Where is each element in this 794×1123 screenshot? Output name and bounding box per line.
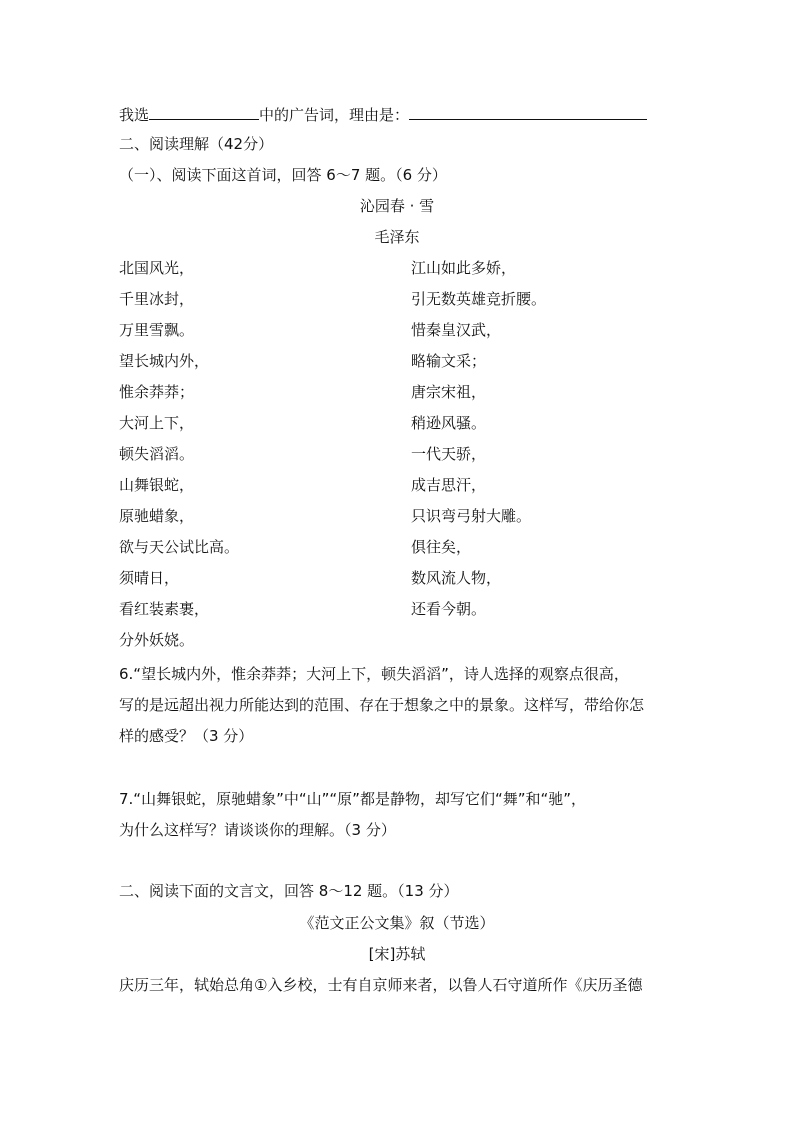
prose-title: 《范文正公文集》叙（节选） — [299, 914, 495, 932]
poem-left-line: 看红装素裹， — [119, 600, 210, 618]
fill-in-line — [119, 103, 647, 125]
poem-left-line: 千里冰封， — [119, 290, 195, 308]
poem-right-line: 一代天骄， — [411, 445, 487, 463]
poem-right-line: 俱往矣， — [411, 538, 472, 556]
question-6-line: 6.“望长城内外，惟余莽莽；大河上下，顿失滔滔”，诗人选择的观察点很高， — [119, 665, 629, 683]
poem-right-line: 江山如此多娇， — [411, 259, 517, 277]
poem-left-line: 分外妖娆。 — [119, 631, 195, 649]
question-7-line: 7.“山舞银蛇，原驰蜡象”中“山”“原”都是静物，却写它们“舞”和“驰”， — [119, 790, 587, 808]
poem-left-line: 欲与天公试比高。 — [119, 538, 240, 556]
poem-left-line: 惟余莽莽； — [119, 383, 195, 401]
poem-right-line: 唐宗宋祖， — [411, 383, 487, 401]
answer-blank-1[interactable] — [149, 103, 259, 120]
answer-blank-2[interactable] — [409, 103, 647, 120]
question-6-line: 写的是远超出视力所能达到的范围、存在于想象之中的景象。这样写，带给你怎 — [119, 696, 645, 714]
poem-right-line: 还看今朝。 — [411, 600, 487, 618]
poem-left-line: 望长城内外， — [119, 352, 210, 370]
question-6-line: 样的感受？（3 分） — [119, 727, 254, 745]
poem-left-line: 原驰蜡象， — [119, 507, 195, 525]
poem-right-line: 数风流人物， — [411, 569, 502, 587]
poem-right-line: 只识弯弓射大雕。 — [411, 507, 532, 525]
poem-right-line: 成吉思汗， — [411, 476, 487, 494]
poem-left-line: 北国风光， — [119, 259, 195, 277]
poem-right-line: 惜秦皇汉武， — [411, 321, 502, 339]
prose-text-line: 庆历三年，轼始总角①入乡校，士有自京师来者，以鲁人石守道所作《庆历圣德 — [119, 976, 643, 994]
fill-in-prefix: 我选 — [119, 106, 150, 124]
poem-left-line: 顿失滔滔。 — [119, 445, 195, 463]
fill-in-middle: 中的广告词，理由是： — [259, 106, 410, 124]
poem-author: 毛泽东 — [374, 228, 420, 246]
poem-right-line: 稍逊风骚。 — [411, 414, 487, 432]
part-two-title: 二、阅读下面的文言文，回答 8～12 题。（13 分） — [119, 882, 459, 900]
question-7-line: 为什么这样写？请谈谈你的理解。（3 分） — [119, 821, 396, 839]
poem-left-line: 大河上下， — [119, 414, 195, 432]
poem-left-line: 须晴日， — [119, 569, 180, 587]
section-title: 二、阅读理解（42分） — [119, 135, 274, 153]
poem-title: 沁园春 · 雪 — [359, 197, 435, 215]
poem-right-line: 略输文采； — [411, 352, 487, 370]
poem-left-line: 山舞银蛇， — [119, 476, 195, 494]
prose-author: [宋]苏轼 — [368, 945, 426, 963]
part-one-title: （一）、阅读下面这首词，回答 6～7 题。（6 分） — [119, 166, 447, 184]
poem-left-line: 万里雪飘。 — [119, 321, 195, 339]
poem-right-line: 引无数英雄竞折腰。 — [411, 290, 547, 308]
